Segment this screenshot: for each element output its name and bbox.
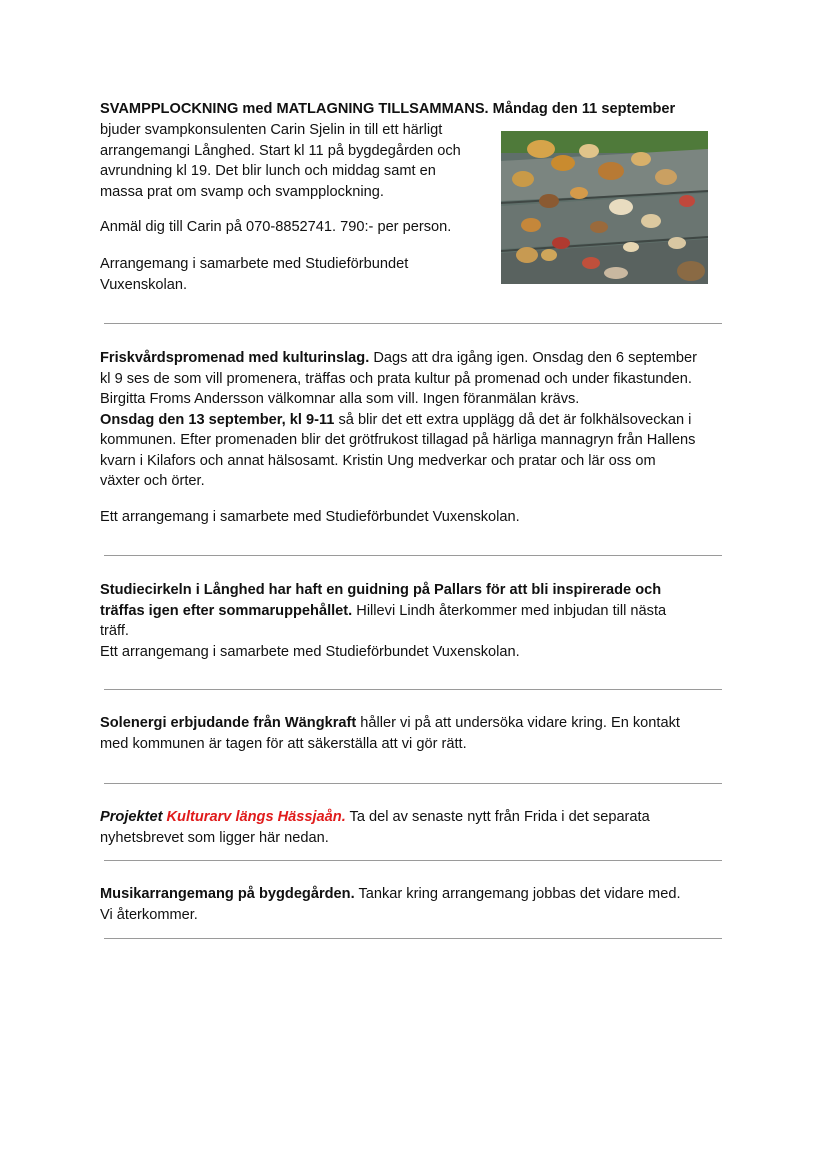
heritage-project-section: Projektet Kulturarv längs Hässjaån. Ta del av senaste nytt från Frida i det separata nyhetsbrevet som ligger här nedan. [100,809,650,846]
study-circle-section: Studiecirkeln i Långhed har haft en guidning på Pallars för att bli inspirerade och träffas igen efter sommaruppehållet. Hillevi Lindh återkommer med inbjudan till nästa träff. Ett arrangemang i samarbete med Studieförbundet Vuxenskolan. [100,582,667,660]
mushroom-signup: Anmäl dig till Carin på 070-8852741. 790:- per person. [100,219,452,235]
health-walk-title: Friskvårdspromenad med kulturinslag. [100,350,370,366]
heritage-project-link: Kulturarv längs Hässjaån. [166,809,346,825]
separator [104,783,722,784]
separator [104,689,722,690]
health-walk-coop: Ett arrangemang i samarbete med Studieförbundet Vuxenskolan. [100,509,520,525]
separator [104,860,722,861]
mushroom-coop: Arrangemang i samarbete med Studieförbundet Vuxenskolan. [100,256,409,293]
solar-energy-section: Solenergi erbjudande från Wängkraft håller vi på att undersöka vidare kring. En kontakt med kommunen är tagen för att säkerställa att vi gör rätt. [100,715,680,752]
separator [104,323,722,324]
mushroom-photo-image [501,131,708,284]
separator [104,938,722,939]
mushroom-heading: SVAMPPLOCKNING med MATLAGNING TILLSAMMANS. Måndag den 11 september [100,101,676,117]
mushroom-photo [501,131,708,284]
music-section: Musikarrangemang på bygdegården. Tankar kring arrangemang jobbas det vidare med. Vi återkommer. [100,886,681,923]
health-walk-section: Friskvårdspromenad med kulturinslag. Dags att dra igång igen. Onsdag den 6 september kl 9 ses de som vill promenera, träffas och prata kultur på promenad och under fikastunden. Birgitta Froms Andersson välkomnar alla som vill. Ingen föranmälan krävs. Onsdag den 13 september, kl 9-11 så blir det ett extra upplägg då det är folkhälsoveckan i kommunen. Efter promenaden blir det grötfrukost tillagad på härliga mannagryn från Hallens kvarn i Kilafors och annat hälsosamt. Kristin Ung medverkar och pratar och lär oss om växter och örter. [100,350,698,489]
separator [104,555,722,556]
mushroom-body: bjuder svampkonsulenten Carin Sjelin in till ett härligt arrangemangi Långhed. Start kl 11 på bygdegården och avrundning kl 19. Det blir lunch och middag samt en massa prat om svamp och svampplockning. [100,122,461,200]
